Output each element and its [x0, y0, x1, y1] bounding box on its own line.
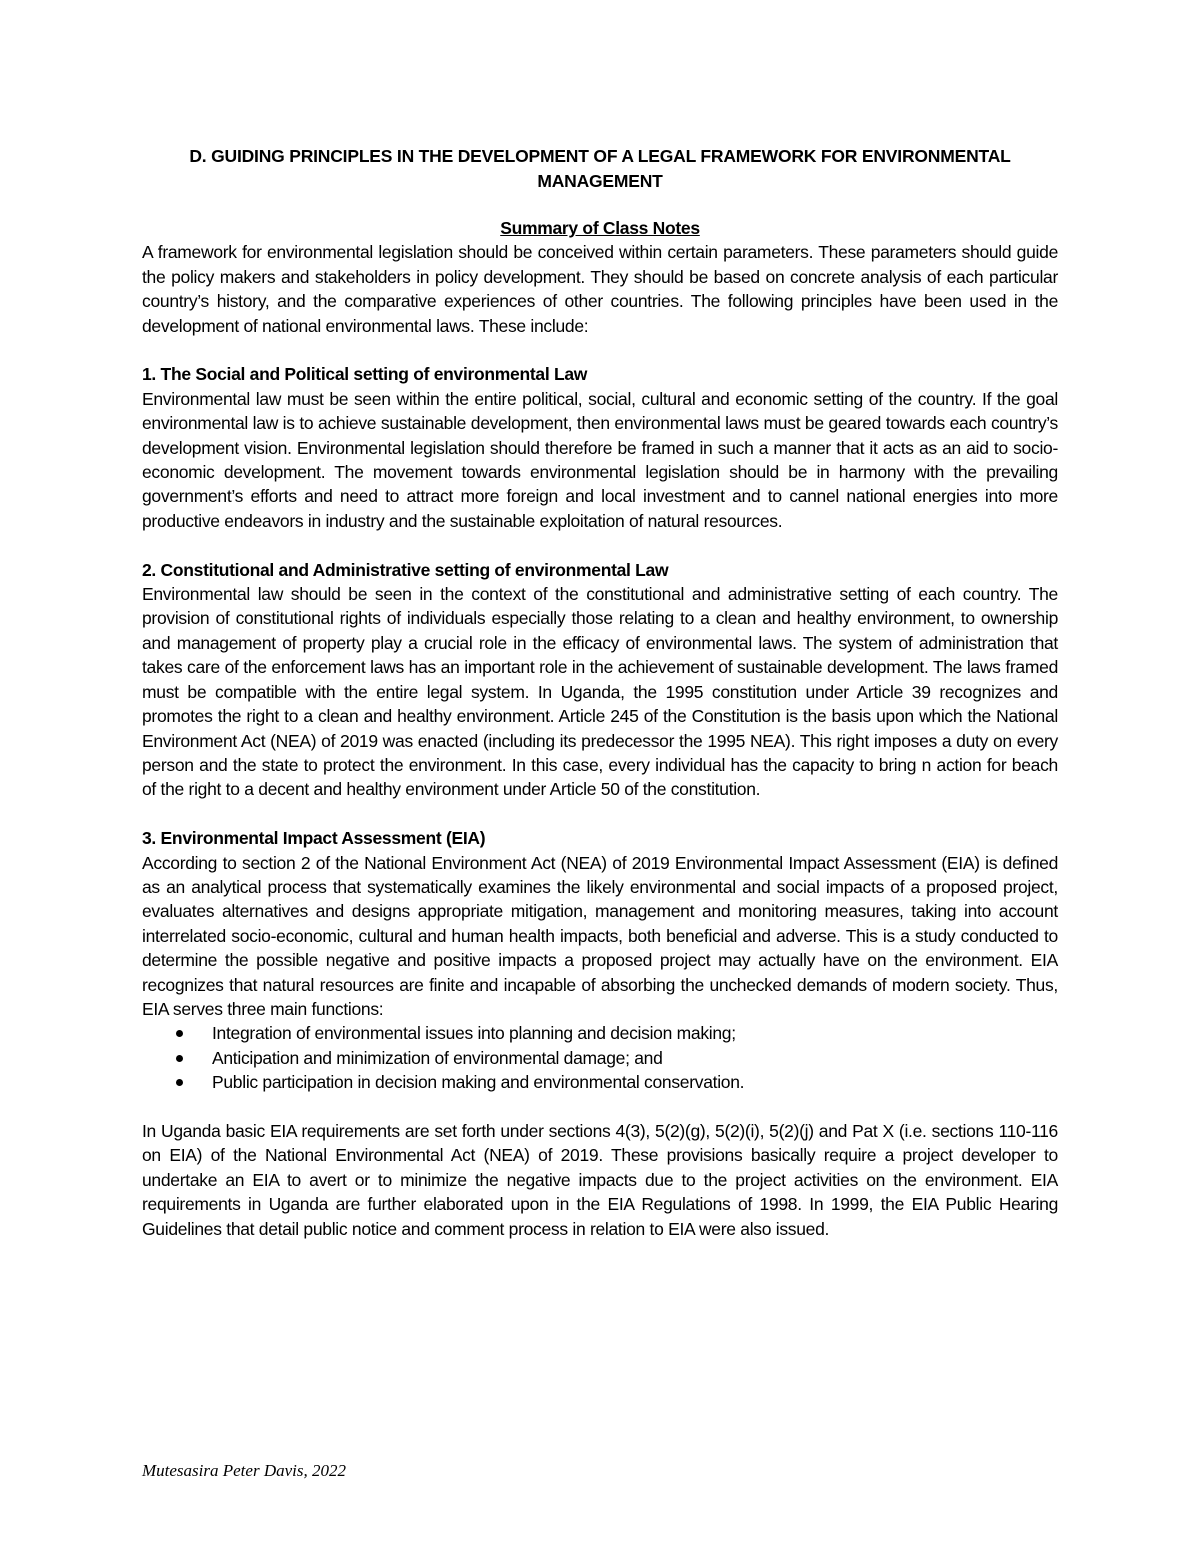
document-title: D. GUIDING PRINCIPLES IN THE DEVELOPMENT OF A LEGAL FRAMEWORK FOR ENVIRONMENTAL MANAGEMENT [189, 146, 1011, 191]
section-2-paragraph: Environmental law should be seen in the context of the constitutional and administrative setting of each country. The provision of constitutional rights of individuals especially those relating to a clean and healthy environment, to ownership and management of property play a crucial role in the efficacy of environmental laws. The system of administration that takes care of the enforcement laws has an important role in the achievement of sustainable development. The laws framed must be compatible with the entire legal system. In Uganda, the 1995 constitution under Article 39 recognizes and promotes the right to a clean and healthy environment. Article 245 of the Constitution is the basis upon which the National Environment Act (NEA) of 2019 was enacted (including its predecessor the 1995 NEA). This right imposes a duty on every person and the state to protect the environment. In this case, every individual has the capacity to bring n action for beach of the right to a decent and healthy environment under Article 50 of the constitution. [142, 584, 1058, 800]
intro-paragraph: A framework for environmental legislation should be conceived within certain parameters. These parameters should guide the policy makers and stakeholders in policy development. They should be based on concrete analysis of each particular country’s history, and the comparative experiences of other countries. The following principles have been used in the development of national environmental laws. These include: [142, 242, 1058, 336]
page-footer: Mutesasira Peter Davis, 2022 [142, 1461, 346, 1480]
list-item-text: Public participation in decision making and environmental conservation. [212, 1072, 745, 1093]
spacer [142, 338, 1058, 362]
list-item [142, 1046, 1058, 1070]
list-item-text: Integration of environmental issues into planning and decision making; [212, 1023, 736, 1044]
section-1-paragraph: Environmental law must be seen within the entire political, social, cultural and economic setting of the country. If the goal environmental law is to achieve sustainable development, then environmental laws must be geared towards each country’s development vision. Environmental legislation should therefore be framed in such a manner that it acts as an aid to socio-economic development. The movement towards environmental legislation should be in harmony with the prevailing government’s efforts and need to attract more foreign and local investment and to cannel national energies into more productive endeavors in industry and the sustainable exploitation of natural resources. [142, 388, 1058, 531]
section-3-closing-paragraph: In Uganda basic EIA requirements are set forth under sections 4(3), 5(2)(g), 5(2)(i), 5(2)(j) and Pat X (i.e. sections 110-116 on EIA) of the National Environmental Act (NEA) of 2019. These provisions basically require a project developer to undertake an EIA to avert or to minimize the negative impacts due to the project activities on the environment. EIA requirements in Uganda are further elaborated upon in the EIA Regulations of 1998. In 1999, the EIA Public Hearing Guidelines that detail public notice and comment process in relation to EIA were also issued. [142, 1120, 1058, 1239]
spacer [142, 802, 1058, 826]
list-item-text: Anticipation and minimization of environmental damage; and [212, 1047, 663, 1068]
bullet-icon [176, 1030, 183, 1037]
bullet-icon [176, 1079, 183, 1086]
section-2-heading: 2. Constitutional and Administrative setting of environmental Law [142, 559, 669, 580]
spacer [142, 533, 1058, 557]
spacer [142, 1095, 1058, 1119]
section-3-paragraph: According to section 2 of the National Environment Act (NEA) of 2019 Environmental Impact Assessment (EIA) is defined as an analytical process that systematically examines the likely environmental and social impacts of a proposed project, evaluates alternatives and designs appropriate mitigation, management and monitoring measures, taking into account interrelated socio-economic, cultural and human health impacts, both beneficial and adverse. This is a study conducted to determine the possible negative and positive impacts a proposed project may actually have on the environment. EIA recognizes that natural resources are finite and incapable of absorbing the unchecked demands of modern society. Thus, EIA serves three main functions: [142, 852, 1058, 1019]
section-3-heading: 3. Environmental Impact Assessment (EIA) [142, 828, 486, 849]
eia-functions-list [142, 1021, 1058, 1094]
document-subtitle: Summary of Class Notes [500, 218, 700, 238]
list-item [142, 1070, 1058, 1094]
document-body [142, 216, 1058, 1241]
section-1-heading: 1. The Social and Political setting of environmental Law [142, 364, 588, 385]
bullet-icon [176, 1055, 183, 1062]
list-item [142, 1021, 1058, 1045]
